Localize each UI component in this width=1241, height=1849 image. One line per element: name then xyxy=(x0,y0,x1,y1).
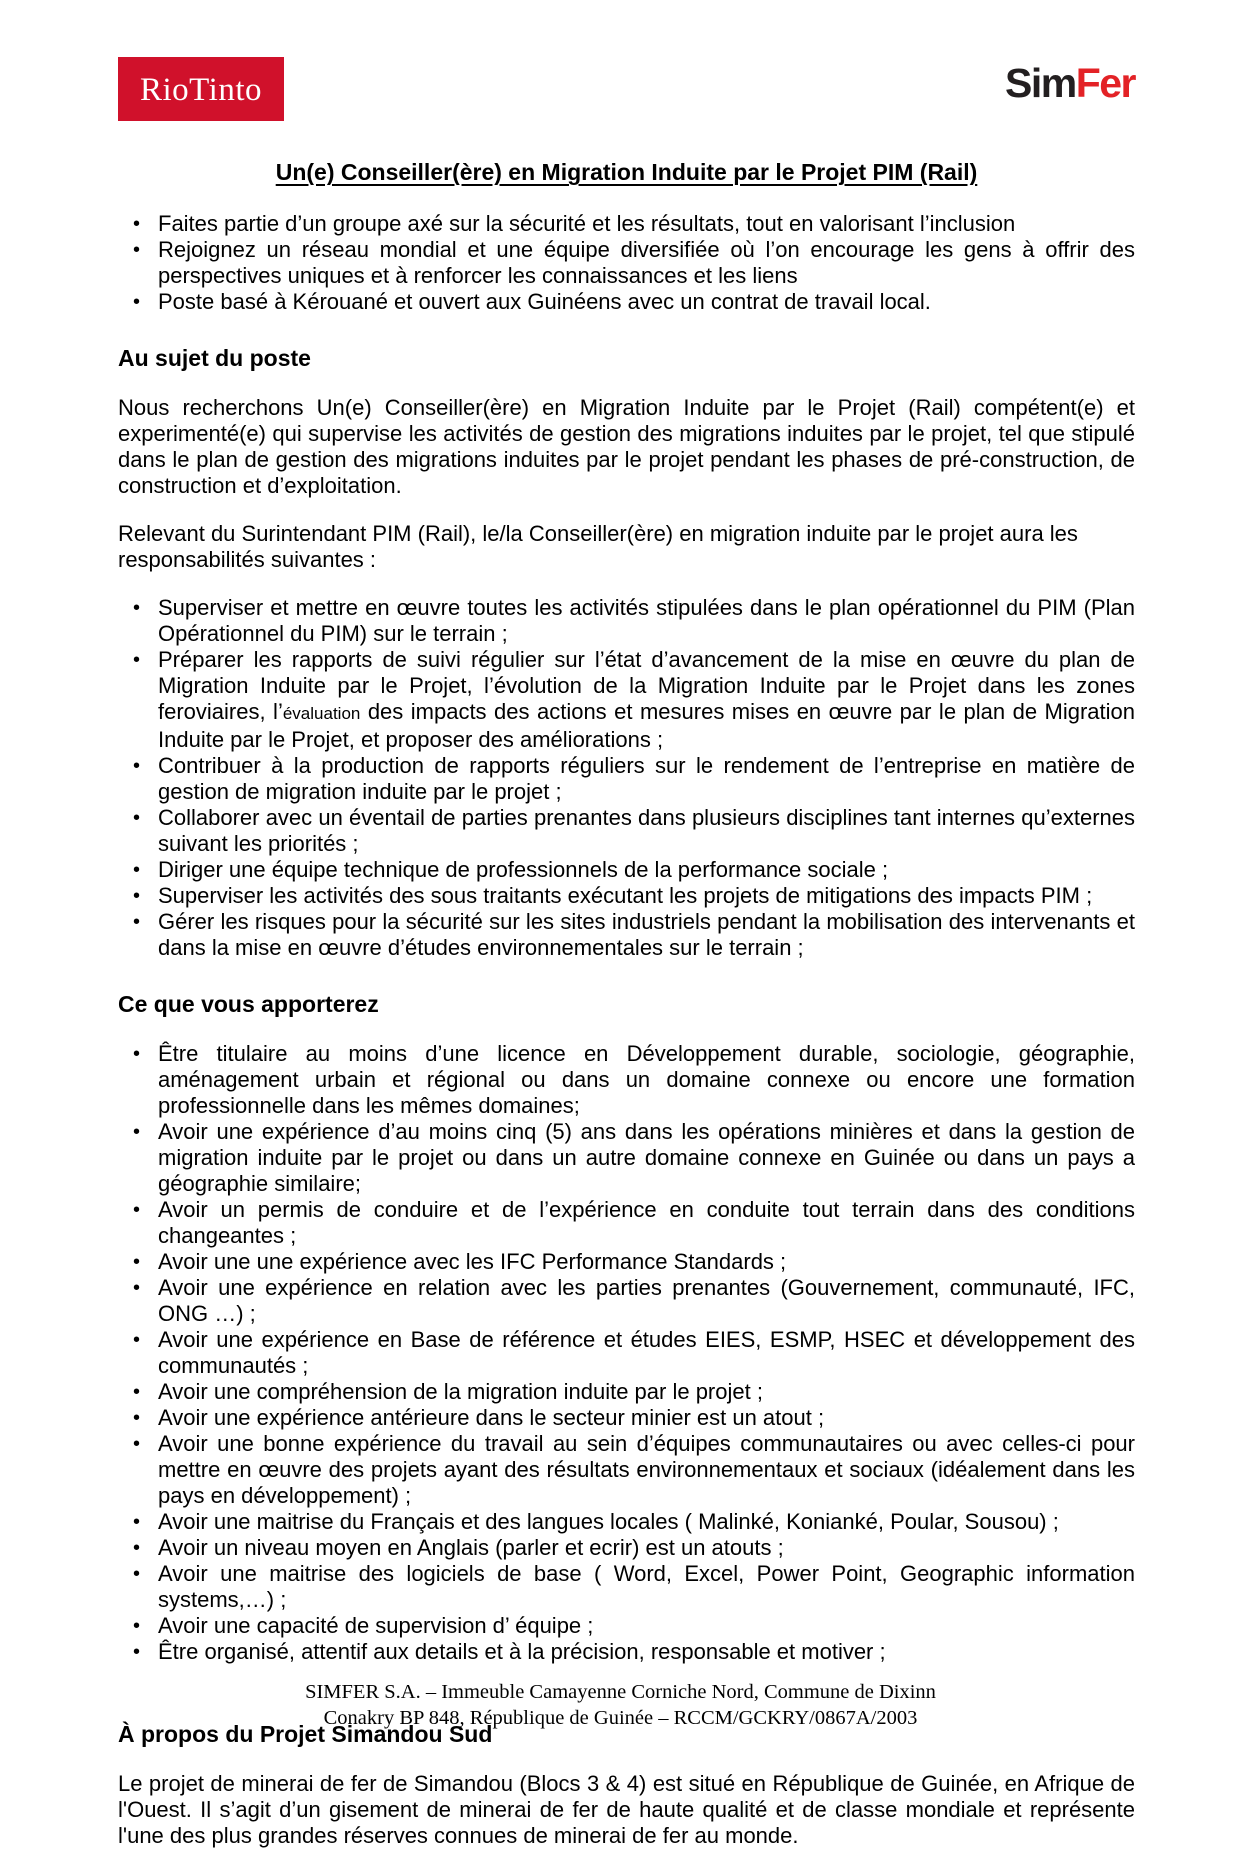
bullet-item xyxy=(118,1249,1135,1275)
bullet-marker: • xyxy=(133,1329,141,1351)
bullet-item xyxy=(118,1431,1135,1509)
bullet-marker: • xyxy=(133,859,141,881)
footer-line-2: Conakry BP 848, République de Guinée – RCCM/GCKRY/0867A/2003 xyxy=(323,1707,918,1729)
bullet-marker: • xyxy=(133,1251,141,1273)
bullet-marker: • xyxy=(133,1407,141,1429)
bullet-marker: • xyxy=(133,1433,141,1455)
bullet-text: Préparer les rapports de suivi régulier sur l’état d’avancement de la mise en œuvre du plan de Migration Induite par le Projet, l’évolution de la Migration Induite par le Projet dans les zones feroviaires, l’évaluation des impacts des actions et mesures mises en œuvre par le plan de Migration Induite par le Projet, et proposer des améliorations ; xyxy=(158,647,1136,752)
simfer-wordmark-fer: Fer xyxy=(1075,60,1135,106)
bullet-item xyxy=(118,1613,1135,1639)
bullet-marker: • xyxy=(133,755,141,777)
bullet-item xyxy=(118,753,1135,805)
bullet-item xyxy=(118,1275,1135,1327)
bullet-text: Avoir une expérience d’au moins cinq (5) ans dans les opérations minières et dans la gestion de migration induite par le projet ou dans un autre domaine connexe en Guinée ou dans un pays a géographie similaire; xyxy=(158,1119,1135,1196)
bullet-text: Superviser les activités des sous traitants exécutant les projets de mitigations des impacts PIM ; xyxy=(158,883,1093,908)
bullet-marker: • xyxy=(133,291,141,313)
bullet-marker: • xyxy=(133,1381,141,1403)
bullet-item xyxy=(118,595,1135,647)
bullet-text: Avoir une capacité de supervision d’ équipe ; xyxy=(158,1613,594,1638)
bullet-text: Avoir une compréhension de la migration induite par le projet ; xyxy=(158,1379,763,1404)
bullet-text: Rejoignez un réseau mondial et une équipe diversifiée où l’on encourage les gens à offrir des perspectives uniques et à renforcer les connaissances et les liens xyxy=(158,237,1135,288)
bullet-item xyxy=(118,1561,1135,1613)
simfer-logo xyxy=(1005,61,1135,105)
bullet-item xyxy=(118,289,1135,315)
bullet-text: Faites partie d’un groupe axé sur la sécurité et les résultats, tout en valorisant l’inclusion xyxy=(158,211,1016,236)
bullet-item xyxy=(118,1041,1135,1119)
bullet-marker: • xyxy=(133,239,141,261)
bullet-marker: • xyxy=(133,1511,141,1533)
bullet-text: Poste basé à Kérouané et ouvert aux Guinéens avec un contrat de travail local. xyxy=(158,289,931,314)
bullet-item xyxy=(118,237,1135,289)
bullet-item xyxy=(118,1405,1135,1431)
bullet-item xyxy=(118,211,1135,237)
bullet-marker: • xyxy=(133,1537,141,1559)
bullet-text: Superviser et mettre en œuvre toutes les activités stipulées dans le plan opérationnel du PIM (Plan Opérationnel du PIM) sur le terrain ; xyxy=(158,595,1135,646)
bullet-text: Avoir une expérience en Base de référence et études EIES, ESMP, HSEC et développement des communautés ; xyxy=(158,1327,1135,1378)
bullet-text: Diriger une équipe technique de professionnels de la performance sociale ; xyxy=(158,857,889,882)
rio-tinto-logo xyxy=(118,57,284,121)
bullet-text: Avoir une maitrise du Français et des langues locales ( Malinké, Konianké, Poular, Sousou) ; xyxy=(158,1509,1059,1534)
section-heading-bring: Ce que vous apporterez xyxy=(118,991,379,1017)
footer-line-1: SIMFER S.A. – Immeuble Camayenne Corniche Nord, Commune de Dixinn xyxy=(305,1681,936,1703)
section-heading-project: À propos du Projet Simandou Sud xyxy=(118,1721,493,1747)
bullet-item xyxy=(118,805,1135,857)
bullet-marker: • xyxy=(133,1641,141,1663)
bullet-text: Avoir un permis de conduire et de l’expérience en conduite tout terrain dans des conditions changeantes ; xyxy=(158,1197,1135,1248)
bullet-marker: • xyxy=(133,807,141,829)
bullet-marker: • xyxy=(133,649,141,671)
bullet-text: Être organisé, attentif aux details et à la précision, responsable et motiver ; xyxy=(158,1639,886,1664)
section-heading-about: Au sujet du poste xyxy=(118,345,311,371)
job-title: Un(e) Conseiller(ère) en Migration Induite par le Projet PIM (Rail) xyxy=(275,159,978,185)
simfer-wordmark-sim: Sim xyxy=(1004,60,1076,106)
bullet-text: Avoir une expérience en relation avec les parties prenantes (Gouvernement, communauté, IFC, ONG …) ; xyxy=(158,1275,1135,1326)
bullet-item xyxy=(118,1639,1135,1665)
bullet-text: Avoir une maitrise des logiciels de base ( Word, Excel, Power Point, Geographic information systems,…) ; xyxy=(158,1561,1135,1612)
bullet-item xyxy=(118,1379,1135,1405)
bullet-item xyxy=(118,1197,1135,1249)
bullet-marker: • xyxy=(133,911,141,933)
bullet-item xyxy=(118,1509,1135,1535)
qualifications-list xyxy=(118,1041,1135,1665)
bullet-item xyxy=(118,647,1135,753)
project-paragraph: Le projet de minerai de fer de Simandou (Blocs 3 & 4) est situé en République de Guinée, en Afrique de l'Ouest. Il s’agit d’un gisement de minerai de fer de haute qualité et de classe mondiale et représente l'une des plus grandes réserves connues de minerai de fer au monde. xyxy=(118,1771,1135,1848)
footer xyxy=(0,1679,1241,1731)
bullet-item xyxy=(118,1119,1135,1197)
bullet-text: Avoir une bonne expérience du travail au sein d’équipes communautaires ou avec celles-ci pour mettre en œuvre des projets ayant des résultats environnementaux et sociaux (idéalement dans les pays en développement) ; xyxy=(158,1431,1135,1508)
letterhead xyxy=(118,57,1135,123)
bullet-marker: • xyxy=(133,597,141,619)
responsibilities-list xyxy=(118,595,1135,961)
bullet-item xyxy=(118,857,1135,883)
bullet-marker: • xyxy=(133,213,141,235)
bullet-text: Être titulaire au moins d’une licence en Développement durable, sociologie, géographie, aménagement urbain et régional ou dans un domaine connexe ou encore une formation professionnelle dans les mêmes domaines; xyxy=(158,1041,1135,1118)
bullet-item xyxy=(118,1327,1135,1379)
bullet-marker: • xyxy=(133,1121,141,1143)
bullet-text: Avoir un niveau moyen en Anglais (parler et ecrir) est un atouts ; xyxy=(158,1535,784,1560)
bullet-text: Gérer les risques pour la sécurité sur les sites industriels pendant la mobilisation des intervenants et dans la mise en œuvre d’études environnementales sur le terrain ; xyxy=(158,909,1135,960)
bullet-marker: • xyxy=(133,1043,141,1065)
bullet-item xyxy=(118,909,1135,961)
bullet-marker: • xyxy=(133,1199,141,1221)
intro-bullet-list xyxy=(118,211,1135,315)
about-paragraph-2: Relevant du Surintendant PIM (Rail), le/la Conseiller(ère) en migration induite par le projet aura les responsabilités suivantes : xyxy=(118,521,1078,572)
bullet-text: Avoir une une expérience avec les IFC Performance Standards ; xyxy=(158,1249,787,1274)
bullet-marker: • xyxy=(133,885,141,907)
bullet-text: Collaborer avec un éventail de parties prenantes dans plusieurs disciplines tant internes qu’externes suivant les priorités ; xyxy=(158,805,1135,856)
bullet-item xyxy=(118,883,1135,909)
rio-tinto-wordmark: RioTinto xyxy=(139,72,262,108)
bullet-item xyxy=(118,1535,1135,1561)
bullet-text: Contribuer à la production de rapports réguliers sur le rendement de l’entreprise en matière de gestion de migration induite par le projet ; xyxy=(158,753,1135,804)
bullet-marker: • xyxy=(133,1615,141,1637)
bullet-marker: • xyxy=(133,1563,141,1585)
bullet-marker: • xyxy=(133,1277,141,1299)
bullet-text: Avoir une expérience antérieure dans le secteur minier est un atout ; xyxy=(158,1405,825,1430)
about-paragraph-1: Nous recherchons Un(e) Conseiller(ère) en Migration Induite par le Projet (Rail) compétent(e) et experimenté(e) qui supervise les activités de gestion des migrations induites par le projet, tel que stipulé dans le plan de gestion des migrations induites par le projet pendant les phases de pré-construction, de construction et d’exploitation. xyxy=(118,395,1135,498)
